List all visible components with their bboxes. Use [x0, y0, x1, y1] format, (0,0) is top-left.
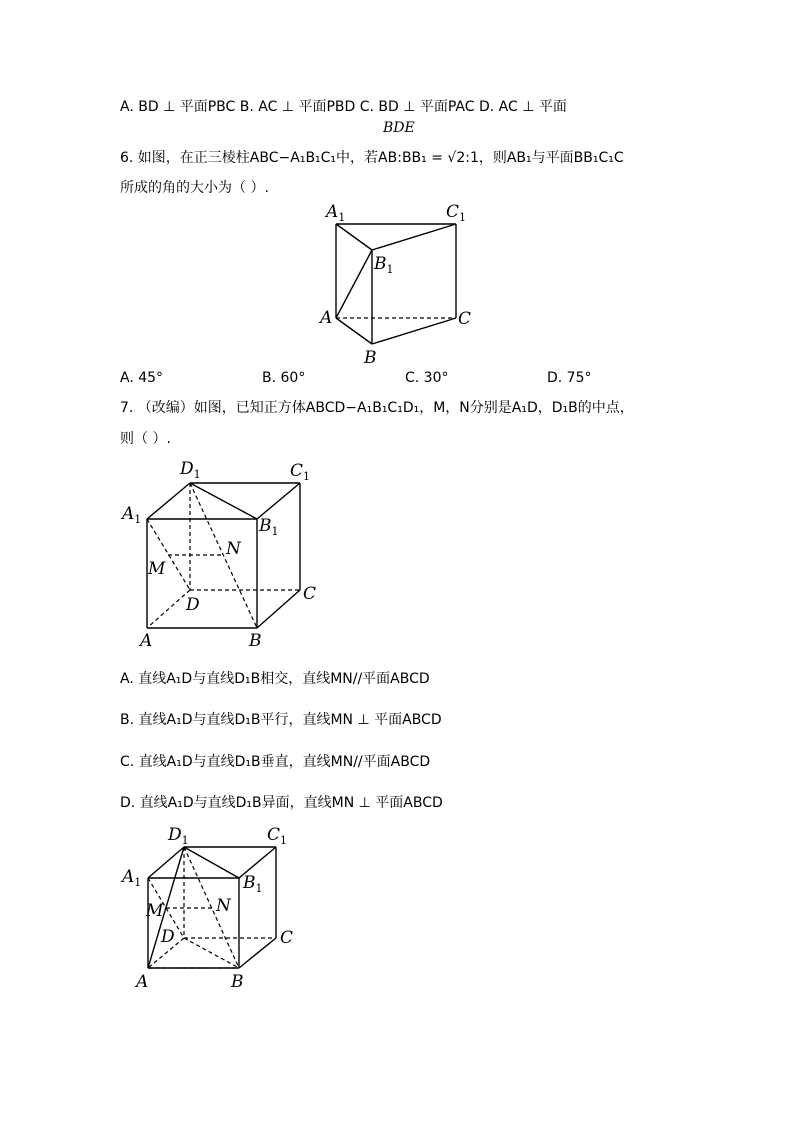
label-C: C	[458, 309, 472, 329]
cube2-label-A: A	[136, 972, 149, 992]
cube2-label-N: N	[216, 896, 231, 916]
q6-option-b: B. 60°	[262, 370, 306, 386]
cube1-label-D1: $D_1$	[180, 459, 201, 481]
cube2-label-D: D	[161, 927, 175, 947]
label-C1: $C_1$	[446, 202, 467, 224]
label-B1: $B_1$	[374, 254, 394, 276]
q7-stem-line1: 7. （改编）如图，已知正方体ABCD−A₁B₁C₁D₁，M，N分别是A₁D，D₁B的中点，	[120, 400, 634, 416]
cube1-label-A1: $A_1$	[122, 504, 142, 526]
cube1-label-B: B	[249, 631, 262, 651]
cube1-label-C: C	[303, 584, 317, 604]
cube2-label-B: B	[231, 972, 244, 992]
q5-options-line1: A. BD ⊥ 平面PBC B. AC ⊥ 平面PBD C. BD ⊥ 平面PAC D. AC ⊥ 平面	[120, 99, 567, 115]
label-A: A	[320, 308, 333, 328]
q7-option-b: B. 直线A₁D与直线D₁B平行，直线MN ⊥ 平面ABCD	[120, 712, 442, 728]
cube1-label-D: D	[186, 595, 200, 615]
cube1-label-A: A	[140, 631, 153, 651]
label-A1: $A_1$	[326, 202, 346, 224]
cube1-label-N: N	[226, 539, 241, 559]
cube2-label-A1: $A_1$	[122, 867, 142, 889]
q7-cube-solution-figure	[120, 822, 320, 1002]
cube2-label-D1: $D_1$	[168, 825, 189, 847]
q6-prism-figure	[310, 196, 490, 368]
q7-option-c: C. 直线A₁D与直线D₁B垂直，直线MN//平面ABCD	[120, 754, 431, 770]
q6-stem-line1: 6. 如图，在正三棱柱ABC−A₁B₁C₁中，若AB:BB₁ = √2:1，则AB₁与平面BB₁C₁C	[120, 150, 624, 166]
cube2-label-C1: $C_1$	[267, 825, 288, 847]
q7-cube-figure	[120, 458, 330, 653]
cube2-label-C: C	[280, 928, 294, 948]
cube2-label-M: M	[146, 901, 164, 921]
cube1-label-M: M	[148, 559, 166, 579]
q7-option-a: A. 直线A₁D与直线D₁B相交，直线MN//平面ABCD	[120, 671, 430, 687]
q6-stem-line2: 所成的角的大小为（ ）.	[120, 180, 269, 196]
q7-option-d: D. 直线A₁D与直线D₁B异面，直线MN ⊥ 平面ABCD	[120, 795, 443, 811]
q6-option-c: C. 30°	[405, 370, 449, 386]
q7-stem-line2: 则（ ）.	[120, 431, 171, 447]
cube1-label-B1: $B_1$	[259, 516, 279, 538]
q5-options-line2: BDE	[383, 120, 415, 136]
q6-option-d: D. 75°	[547, 370, 592, 386]
q6-option-a: A. 45°	[120, 370, 164, 386]
label-B: B	[364, 348, 377, 368]
cube2-label-B1: $B_1$	[243, 873, 263, 895]
cube1-label-C1: $C_1$	[290, 461, 311, 483]
